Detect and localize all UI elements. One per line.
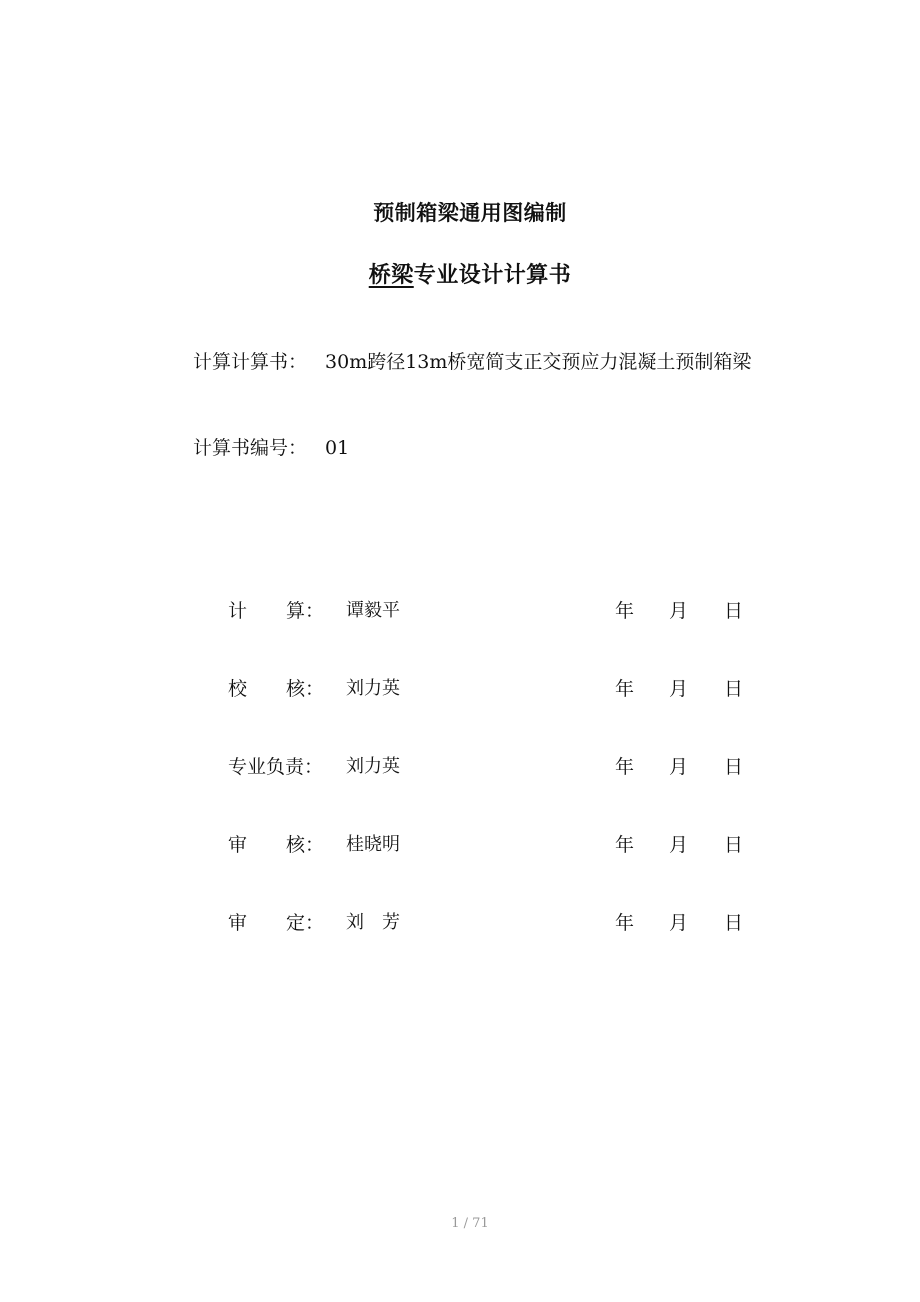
signature-row-approval [0,908,920,938]
document-title: 预制箱梁通用图编制 [373,201,567,225]
date-day: 日 [724,678,744,700]
subject-paragraph [163,347,793,377]
page-indicator: 1 / 71 [451,1216,489,1231]
label-char: 核： [285,678,324,700]
label-char: 计 [228,600,248,622]
subtitle-text: 专业设计计算书 [413,263,572,288]
date-day: 日 [724,600,744,622]
label-char: 算： [285,600,324,622]
document-subtitle [0,258,920,289]
number-value: 01 [325,437,350,459]
date-day: 日 [724,834,744,856]
date-year: 年 [615,912,635,934]
signature-row-calculation [0,596,920,626]
subtitle-underlined-text: 桥梁 [368,263,414,288]
signer-name: 刘 芳 [346,912,400,933]
signer-name: 桂晓明 [346,834,400,855]
date-year: 年 [615,600,635,622]
date-day: 日 [724,756,744,778]
date-year: 年 [615,756,635,778]
label-char: 定： [285,912,324,934]
date-year: 年 [615,834,635,856]
date-month: 月 [669,834,689,856]
date-year: 年 [615,678,635,700]
signature-label [228,908,324,935]
number-paragraph [163,433,793,463]
signer-name: 刘力英 [346,756,400,777]
signer-name: 刘力英 [346,678,400,699]
signature-label: 专业负责： [228,756,324,778]
label-char: 核： [285,834,324,856]
date-month: 月 [669,756,689,778]
label-char: 校 [228,678,248,700]
signature-label [228,830,324,857]
signature-row-discipline-lead [0,752,920,782]
date-month: 月 [669,912,689,934]
signature-row-proofread [0,674,920,704]
date-month: 月 [669,600,689,622]
date-day: 日 [724,912,744,934]
signature-label [228,596,324,623]
label-char: 审 [228,834,248,856]
subject-value: 30m跨径13m桥宽简支正交预应力混凝土预制箱梁 [325,351,752,373]
signature-row-review [0,830,920,860]
signature-label [228,674,324,701]
date-month: 月 [669,678,689,700]
signer-name: 谭毅平 [346,600,400,621]
label-char: 审 [228,912,248,934]
subject-label: 计算计算书： [193,351,308,373]
number-label: 计算书编号： [193,437,308,459]
